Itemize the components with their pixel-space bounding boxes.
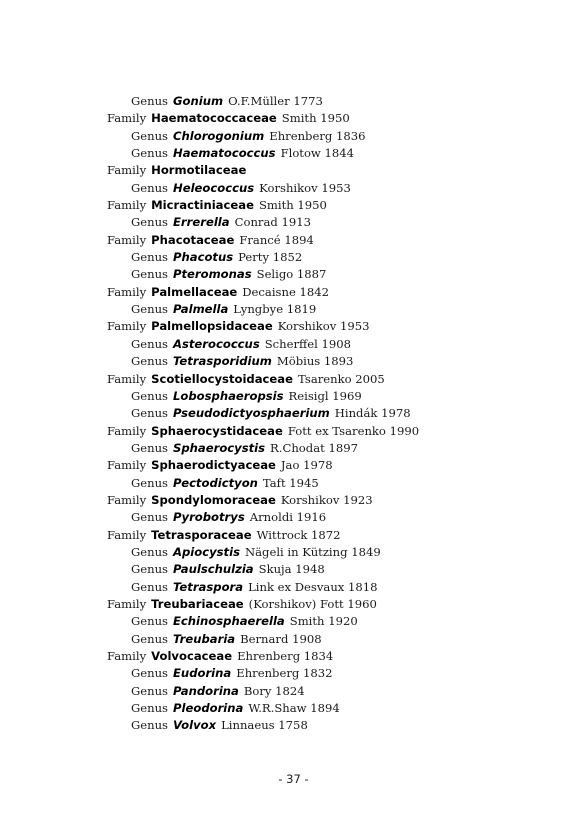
taxon-name: Volvox (173, 718, 217, 733)
taxon-name: Pteromonas (173, 267, 252, 282)
genus-entry (0, 717, 587, 734)
genus-entry (0, 249, 587, 266)
rank-label: Genus (131, 440, 169, 455)
taxon-name: Phacotus (173, 250, 234, 265)
rank-label: Genus (131, 683, 169, 698)
taxon-authority: Link ex Desvaux 1818 (248, 579, 378, 594)
taxon-name: Haematococcaceae (151, 111, 277, 126)
genus-entry (0, 180, 587, 197)
rank-label: Family (107, 649, 147, 663)
taxon-authority: Ehrenberg 1834 (237, 649, 334, 663)
rank-label: Genus (131, 701, 169, 716)
taxon-authority: Ehrenberg 1836 (269, 128, 366, 143)
rank-label: Genus (131, 250, 169, 265)
rank-label: Family (107, 596, 147, 611)
genus-entry (0, 336, 587, 353)
rank-label: Genus (131, 475, 169, 490)
genus-entry (0, 544, 587, 561)
rank-label: Genus (131, 562, 169, 577)
taxon-authority: Flotow 1844 (280, 146, 355, 161)
rank-label: Genus (131, 614, 169, 629)
genus-entry (0, 613, 587, 630)
genus-entry (0, 301, 587, 318)
taxon-name: Hormotilaceae (151, 163, 247, 178)
family-entry (0, 284, 587, 301)
family-entry (0, 371, 587, 388)
taxon-name: Sphaerodictyaceae (151, 458, 276, 473)
rank-label: Genus (131, 579, 169, 594)
taxon-name: Treubariaceae (151, 596, 244, 611)
genus-entry (0, 145, 587, 162)
taxon-authority: Fott ex Tsarenko 1990 (287, 423, 420, 438)
taxon-authority: Lyngbye 1819 (233, 302, 317, 317)
genus-entry (0, 93, 587, 110)
genus-entry (0, 440, 587, 457)
taxon-authority: Skuja 1948 (258, 562, 325, 577)
taxon-name: Pyrobotrys (173, 510, 245, 525)
taxon-name: Palmellaceae (151, 284, 238, 299)
family-entry (0, 596, 587, 613)
rank-label: Genus (131, 128, 169, 143)
taxon-name: Micractiniaceae (151, 198, 254, 213)
taxon-name: Lobosphaeropsis (173, 388, 284, 403)
rank-label: Genus (131, 718, 169, 733)
family-entry (0, 492, 587, 509)
taxon-authority: Wittrock 1872 (256, 527, 341, 542)
taxon-authority: Jao 1978 (280, 458, 333, 473)
taxon-list (0, 93, 587, 735)
taxon-authority: Scherffel 1908 (264, 336, 352, 351)
rank-label: Genus (131, 336, 169, 351)
rank-label: Family (107, 458, 147, 473)
family-entry (0, 162, 587, 179)
taxon-name: Paulschulzia (173, 562, 254, 577)
taxon-name: Gonium (173, 94, 224, 108)
rank-label: Genus (131, 544, 169, 559)
rank-label: Genus (131, 94, 169, 108)
taxon-authority: Arnoldi 1916 (249, 510, 327, 525)
taxon-authority: Bernard 1908 (240, 631, 322, 646)
genus-entry (0, 579, 587, 596)
rank-label: Genus (131, 267, 169, 282)
rank-label: Family (107, 423, 147, 438)
genus-entry (0, 631, 587, 648)
genus-entry (0, 266, 587, 283)
taxon-authority: Hindák 1978 (334, 406, 411, 421)
rank-label: Genus (131, 510, 169, 525)
rank-label: Genus (131, 215, 169, 230)
taxon-name: Treubaria (173, 631, 236, 646)
rank-label: Genus (131, 354, 169, 369)
rank-label: Family (107, 527, 147, 542)
taxon-authority: Conrad 1913 (234, 215, 311, 230)
taxon-name: Scotiellocystoidaceae (151, 371, 293, 386)
genus-entry (0, 475, 587, 492)
taxon-name: Asterococcus (173, 336, 260, 351)
taxon-name: Pleodorina (173, 701, 244, 716)
rank-label: Genus (131, 180, 169, 195)
rank-label: Genus (131, 388, 169, 403)
rank-label: Family (107, 111, 147, 126)
family-entry (0, 457, 587, 474)
page-number: - 37 - (278, 772, 309, 786)
rank-label: Family (107, 232, 147, 247)
genus-entry (0, 128, 587, 145)
rank-label: Family (107, 492, 147, 507)
taxon-name: Sphaerocystis (173, 440, 266, 455)
taxon-name: Tetrasporidium (173, 354, 272, 369)
taxon-name: Pectodictyon (173, 475, 258, 490)
taxon-authority: Decaisne 1842 (242, 284, 330, 299)
taxon-name: Pseudodictyosphaerium (173, 406, 330, 421)
taxon-authority: Seligo 1887 (256, 267, 327, 282)
genus-entry (0, 665, 587, 682)
taxon-name: Tetrasporaceae (151, 527, 252, 542)
family-entry (0, 318, 587, 335)
family-entry (0, 648, 587, 665)
taxon-name: Eudorina (173, 666, 232, 681)
genus-entry (0, 388, 587, 405)
taxon-authority: Smith 1950 (281, 111, 350, 126)
taxon-authority: Linnaeus 1758 (221, 718, 308, 733)
taxon-name: Apiocystis (173, 544, 240, 559)
taxon-authority: W.R.Shaw 1894 (248, 701, 340, 716)
family-entry (0, 527, 587, 544)
taxon-name: Phacotaceae (151, 232, 235, 247)
taxon-name: Echinosphaerella (173, 614, 285, 629)
genus-entry (0, 700, 587, 717)
genus-entry (0, 561, 587, 578)
taxon-name: Sphaerocystidaceae (151, 423, 283, 438)
taxon-authority: (Korshikov) Fott 1960 (248, 596, 377, 611)
genus-entry (0, 214, 587, 231)
rank-label: Family (107, 198, 147, 213)
taxon-name: Spondylomoraceae (151, 492, 276, 507)
family-entry (0, 110, 587, 127)
taxon-authority: Möbius 1893 (276, 354, 354, 369)
taxon-authority: Smith 1920 (289, 614, 358, 629)
taxon-authority: Reisigl 1969 (288, 388, 362, 403)
taxon-name: Pandorina (173, 683, 239, 698)
rank-label: Genus (131, 406, 169, 421)
taxon-authority: Korshikov 1953 (259, 180, 351, 195)
rank-label: Genus (131, 666, 169, 681)
rank-label: Genus (131, 302, 169, 317)
taxon-name: Haematococcus (173, 146, 276, 161)
rank-label: Family (107, 284, 147, 299)
family-entry (0, 423, 587, 440)
rank-label: Family (107, 319, 147, 334)
taxon-authority: Francé 1894 (239, 232, 314, 247)
taxon-name: Errerella (173, 215, 230, 230)
genus-entry (0, 509, 587, 526)
taxon-name: Heleococcus (173, 180, 255, 195)
taxon-authority: Nägeli in Kützing 1849 (244, 544, 381, 559)
family-entry (0, 232, 587, 249)
taxon-authority: Perty 1852 (238, 250, 303, 265)
taxon-authority: O.F.Müller 1773 (228, 94, 323, 108)
rank-label: Genus (131, 146, 169, 161)
rank-label: Family (107, 371, 147, 386)
taxon-authority: Ehrenberg 1832 (236, 666, 333, 681)
rank-label: Genus (131, 631, 169, 646)
genus-entry (0, 683, 587, 700)
taxon-name: Tetraspora (173, 579, 244, 594)
taxon-authority: Bory 1824 (243, 683, 305, 698)
rank-label: Family (107, 163, 147, 178)
taxon-name: Chlorogonium (173, 128, 265, 143)
taxon-name: Volvocaceae (151, 649, 233, 663)
taxon-authority: Korshikov 1923 (280, 492, 373, 507)
taxon-name: Palmellopsidaceae (151, 319, 273, 334)
taxon-authority: Tsarenko 2005 (297, 371, 385, 386)
genus-entry (0, 353, 587, 370)
taxon-authority: R.Chodat 1897 (270, 440, 358, 455)
taxon-name: Palmella (173, 302, 229, 317)
family-entry (0, 197, 587, 214)
taxon-authority: Taft 1945 (262, 475, 319, 490)
taxon-authority: Korshikov 1953 (277, 319, 370, 334)
genus-entry (0, 405, 587, 422)
taxon-authority: Smith 1950 (258, 198, 327, 213)
